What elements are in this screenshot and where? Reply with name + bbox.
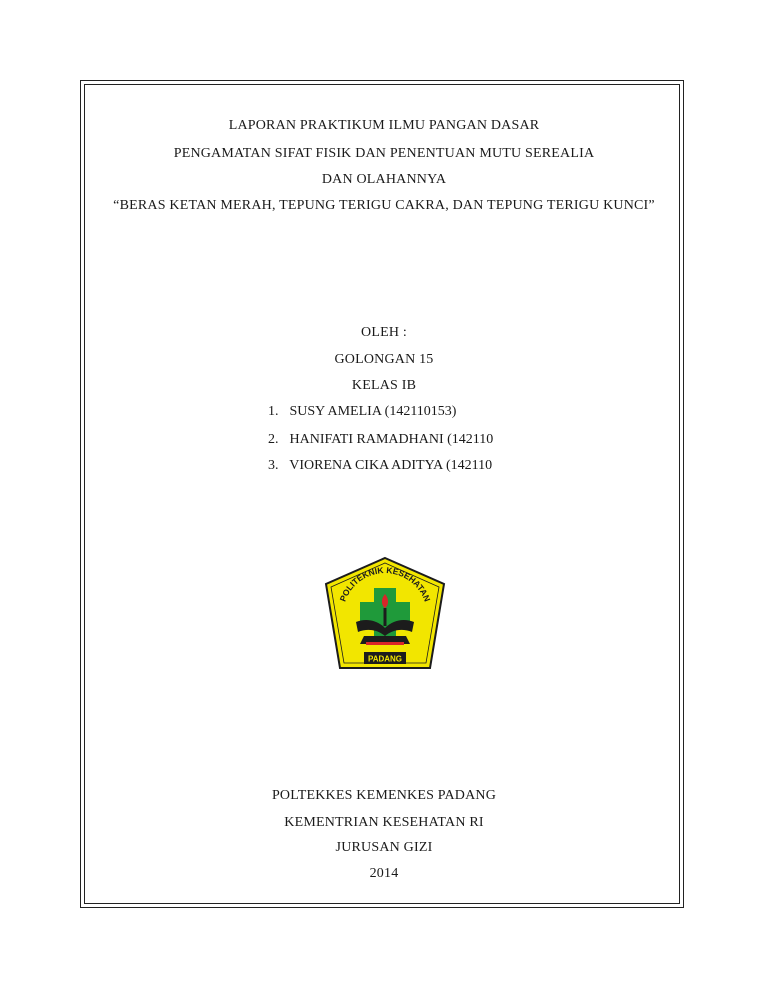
- by-label: OLEH :: [361, 325, 407, 340]
- member-item: [268, 404, 456, 420]
- institution-line-1: POLTEKKES KEMENKES PADANG: [271, 788, 497, 803]
- title-line-2: PENGAMATAN SIFAT FISIK DAN PENENTUAN MUTU SEREALIA: [173, 146, 595, 161]
- member-item: [268, 432, 493, 448]
- member-number: 3.: [268, 458, 279, 473]
- institution-logo: [322, 556, 448, 676]
- member-name: HANIFATI RAMADHANI (142110: [289, 432, 494, 447]
- member-number: 1.: [268, 404, 279, 419]
- member-name: VIORENA CIKA ADITYA (142110: [289, 458, 493, 473]
- title-line-4: “BERAS KETAN MERAH, TEPUNG TERIGU CAKRA, DAN TEPUNG TERIGU KUNCI”: [113, 198, 655, 213]
- member-item: [268, 458, 492, 474]
- pedestal-icon: [360, 636, 410, 645]
- title-line-1: LAPORAN PRAKTIKUM ILMU PANGAN DASAR: [228, 118, 540, 133]
- year: 2014: [369, 866, 399, 881]
- logo-bottom-text: PADANG: [367, 654, 403, 664]
- member-number: 2.: [268, 432, 279, 447]
- class-label: KELAS IB: [351, 378, 417, 393]
- logo-arc-text: POLITEKNIK KESEHATAN: [337, 565, 433, 603]
- institution-line-2: KEMENTRIAN KESEHATAN RI: [284, 815, 484, 830]
- group-label: GOLONGAN 15: [334, 352, 434, 367]
- member-name: SUSY AMELIA (142110153): [289, 404, 457, 419]
- institution-line-3: JURUSAN GIZI: [335, 840, 433, 855]
- title-line-3: DAN OLAHANNYA: [321, 172, 447, 187]
